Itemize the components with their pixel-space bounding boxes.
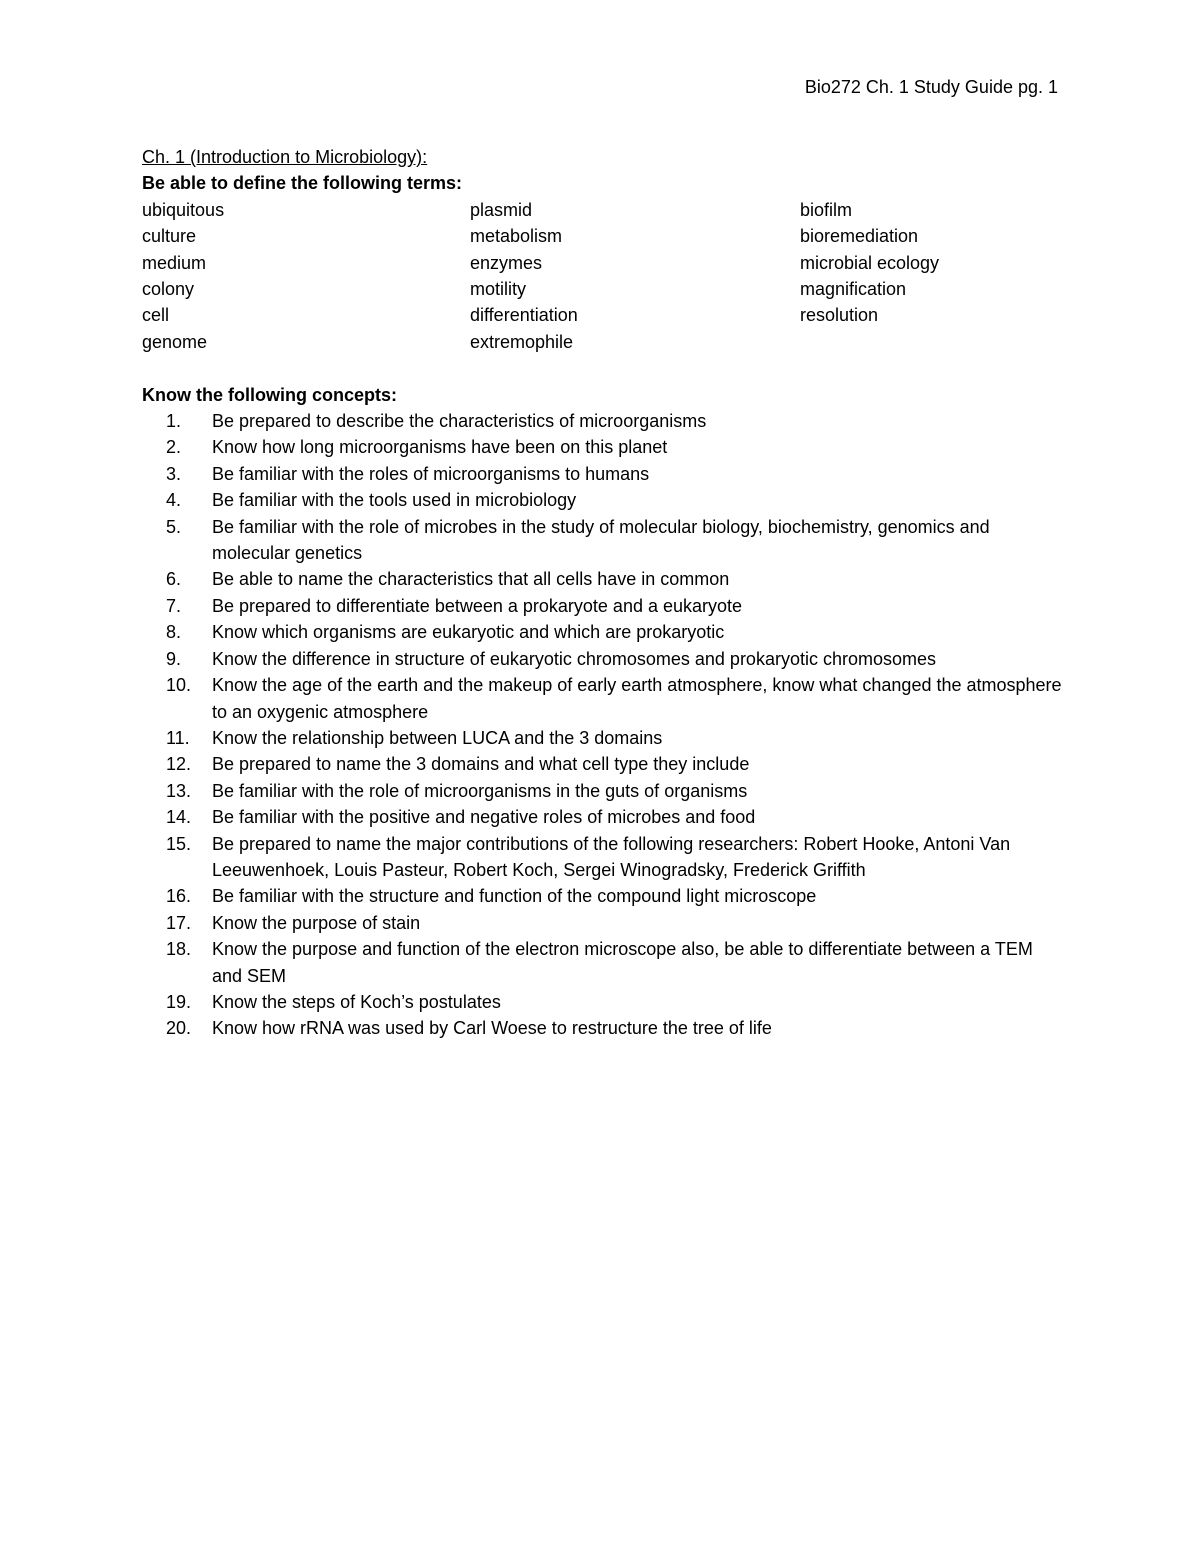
item-text: Be familiar with the role of microorganisms in the guts of organisms — [212, 780, 748, 801]
item-number: 16. — [166, 886, 192, 907]
term: microbial ecology — [800, 252, 940, 273]
item-number: 6. — [166, 569, 182, 590]
list-item — [142, 804, 1062, 830]
list-item — [142, 487, 1062, 513]
term: colony — [142, 279, 195, 300]
terms-column-2 — [470, 197, 800, 355]
item-number: 18. — [166, 939, 192, 960]
item-text: Be familiar with the structure and function of the compound light microscope — [212, 886, 817, 907]
term: magnification — [800, 279, 907, 300]
item-number: 15. — [166, 833, 192, 854]
concepts-heading: Know the following concepts: — [142, 384, 397, 405]
concept-list — [142, 408, 1062, 1042]
terms-heading: Be able to define the following terms: — [142, 173, 463, 194]
term: differentiation — [470, 305, 578, 326]
term: motility — [470, 279, 527, 300]
section-title: Ch. 1 (Introduction to Microbiology): — [142, 147, 428, 167]
list-item — [142, 434, 1062, 460]
terms-column-1 — [142, 197, 470, 355]
item-text: Be familiar with the positive and negative roles of microbes and food — [212, 807, 756, 828]
item-text: Be able to name the characteristics that all cells have in common — [212, 569, 730, 590]
list-item — [142, 989, 1062, 1015]
list-item — [142, 619, 1062, 645]
item-text: Be prepared to describe the characteristics of microorganisms — [212, 411, 707, 432]
term: enzymes — [470, 252, 543, 273]
item-text: Be familiar with the roles of microorganisms to humans — [212, 463, 650, 484]
item-number: 12. — [166, 754, 192, 775]
item-text: Know the purpose and function of the electron microscope also, be able to differentiate between a TEM and SEM — [212, 939, 1033, 986]
item-number: 8. — [166, 622, 182, 643]
list-item — [142, 672, 1062, 725]
term: metabolism — [470, 226, 563, 247]
list-item — [142, 936, 1062, 989]
list-item — [142, 461, 1062, 487]
term: genome — [142, 331, 208, 352]
page-header: Bio272 Ch. 1 Study Guide pg. 1 — [804, 77, 1058, 97]
term: cell — [142, 305, 170, 326]
list-item — [142, 910, 1062, 936]
term: bioremediation — [800, 226, 919, 247]
item-number: 14. — [166, 807, 192, 828]
item-text: Be familiar with the tools used in microbiology — [212, 490, 577, 511]
list-item — [142, 646, 1062, 672]
item-number: 13. — [166, 780, 192, 801]
list-item — [142, 778, 1062, 804]
item-number: 19. — [166, 991, 192, 1012]
item-text: Know the steps of Koch’s postulates — [212, 991, 501, 1012]
item-text: Be prepared to differentiate between a prokaryote and a eukaryote — [212, 595, 743, 616]
blank-line — [142, 355, 1062, 381]
list-item — [142, 751, 1062, 777]
item-text: Know the difference in structure of eukaryotic chromosomes and prokaryotic chromosomes — [212, 648, 936, 669]
item-text: Know the age of the earth and the makeup of early earth atmosphere, know what changed the atmosphere to an oxygenic atmosphere — [212, 675, 1062, 722]
item-number: 4. — [166, 490, 182, 511]
list-item — [142, 1015, 1062, 1041]
item-number: 7. — [166, 595, 182, 616]
term: culture — [142, 226, 197, 247]
list-item — [142, 514, 1062, 567]
item-text: Know the relationship between LUCA and the 3 domains — [212, 727, 663, 748]
item-text: Know how rRNA was used by Carl Woese to restructure the tree of life — [212, 1018, 772, 1039]
terms-column-3 — [800, 197, 1062, 355]
item-number: 1. — [166, 411, 182, 432]
item-number: 2. — [166, 437, 182, 458]
item-number: 10. — [166, 675, 192, 696]
list-item — [142, 566, 1062, 592]
term: medium — [142, 252, 207, 273]
item-number: 17. — [166, 912, 192, 933]
item-text: Know the purpose of stain — [212, 912, 421, 933]
item-text: Be prepared to name the 3 domains and what cell type they include — [212, 754, 750, 775]
study-guide-content — [142, 144, 1062, 1042]
terms-grid — [142, 197, 1062, 355]
item-number: 5. — [166, 516, 182, 537]
item-number: 3. — [166, 463, 182, 484]
list-item — [142, 725, 1062, 751]
term: resolution — [800, 305, 879, 326]
term: extremophile — [470, 331, 574, 352]
item-text: Be familiar with the role of microbes in the study of molecular biology, biochemistry, genomics and molecular genetics — [212, 516, 990, 564]
term: biofilm — [800, 199, 853, 220]
item-number: 11. — [166, 727, 190, 748]
list-item — [142, 593, 1062, 619]
list-item — [142, 408, 1062, 434]
term: ubiquitous — [142, 199, 225, 220]
term: plasmid — [470, 199, 533, 220]
item-text: Know which organisms are eukaryotic and which are prokaryotic — [212, 622, 725, 643]
item-number: 9. — [166, 648, 182, 669]
list-item — [142, 831, 1062, 884]
item-text: Be prepared to name the major contributions of the following researchers: Robert Hooke, Antoni Van Leeuwenhoek, Louis Pasteur, Robert Koch, Sergei Winogradsky, Frederick Griffith — [212, 833, 1011, 880]
item-number: 20. — [166, 1018, 192, 1039]
list-item — [142, 883, 1062, 909]
item-text: Know how long microorganisms have been on this planet — [212, 437, 668, 458]
